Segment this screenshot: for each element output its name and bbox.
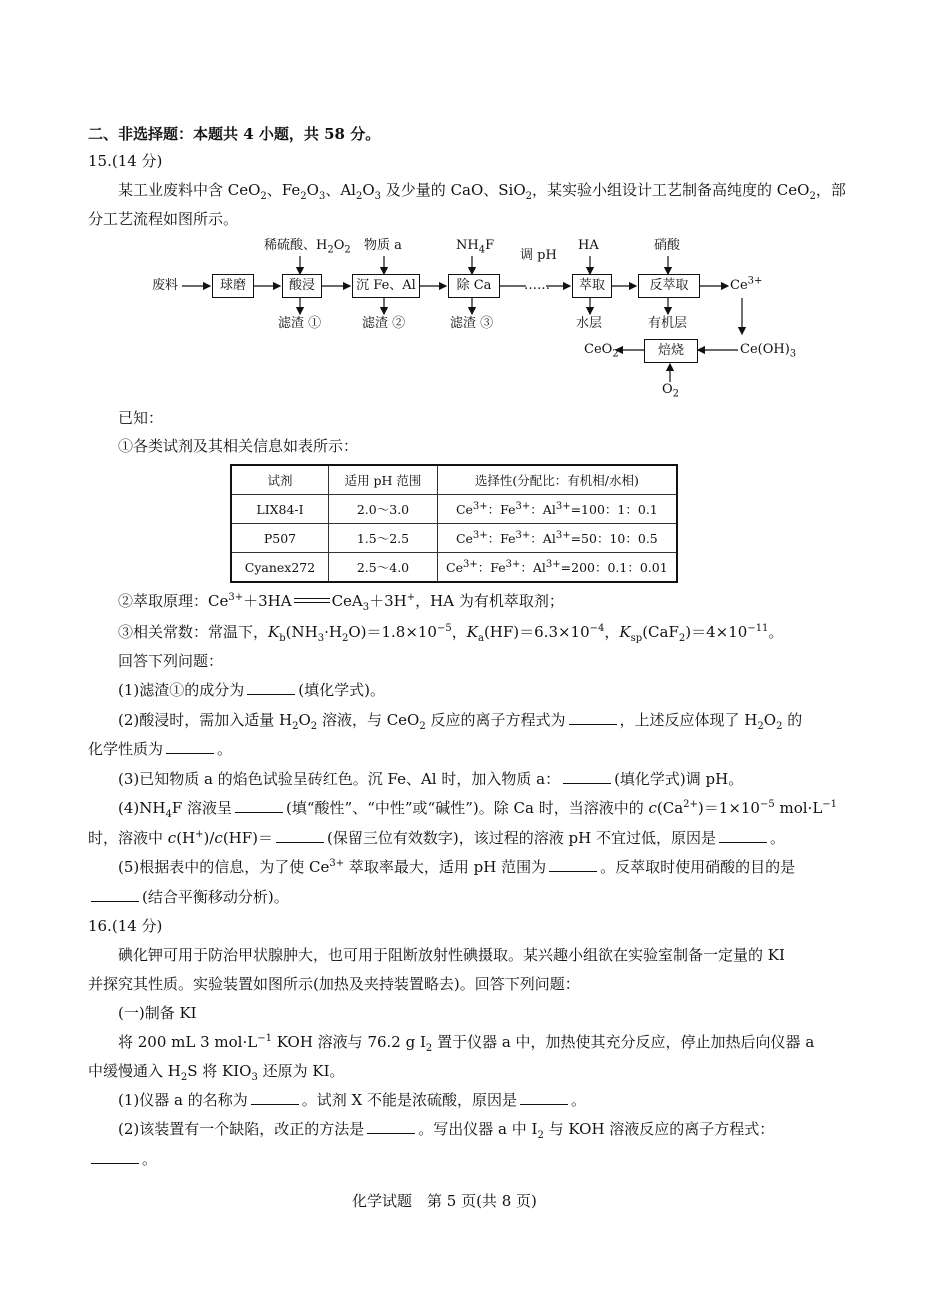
table-cell: Cyanex272 [231,553,329,583]
table-header: 适用 pH 范围 [329,465,438,495]
table-cell: 2.0～3.0 [329,495,438,524]
flow-feed-label: 废料 [152,278,179,293]
q15-part2-line2: 化学性质为 。 [88,740,233,758]
answer-blank[interactable] [569,710,617,725]
q15-intro-line1: 某工业废料中含 CeO$_2$、$Fe_2O_3$、$Al_2O_3$ 及少量的 CaO、SiO$_2$，某实验小组设计工艺制备高纯度的 CeO$_2$，部 [118,181,846,202]
table-cell: 1.5～2.5 [329,524,438,553]
q16-part2: (2)该装置有一个缺陷，改正的方法是 。写出仪器 a 中 $I_2$ 与 KOH 溶液反应的离子方程式： [118,1120,775,1141]
table-header: 选择性(分配比：有机相/水相) [438,465,677,495]
flow-water-layer: 水层 [576,316,603,331]
q15-part1: (1)滤渣①的成分为 (填化学式)。 [118,681,385,699]
equilibrium-arrow-icon [294,596,330,606]
section-title: 二、非选择题：本题共 4 小题，共 58 分。 [88,125,381,143]
answer-blank[interactable] [247,680,295,695]
answer-prompt: 回答下列问题： [118,652,224,670]
flow-adjust-ph: 调 pH [520,248,557,263]
q15-part3: (3)已知物质 a 的焰色试验呈砖红色。沉 Fe、Al 时，加入物质 a： (填化学式)调 pH。 [118,770,744,788]
flow-box-roast: 焙烧 [644,339,698,363]
flow-box-ppt-fe-al: 沉 Fe、Al [352,274,420,298]
flow-box-remove-ca: 除 Ca [448,274,500,298]
q15-part4: $(4)NH_4F$ 溶液呈 (填“酸性”、“中性”或“碱性”)。除 Ca 时，当溶液中的 $c(Ca^{2+})=1\times 10^{-5}$ $mol\cdot L^{-1}$ [118,799,838,820]
flow-box-acid-leach: 酸浸 [282,274,322,298]
flow-reagent5: 硝酸 [654,238,681,253]
answer-blank[interactable] [235,798,283,813]
q15-number: 15.(14 分) [88,152,163,170]
q15-part2: (2)酸浸时，需加入适量 $H_2O_2$ 溶液，与 CeO$_2$ 反应的离子方程式为 ，上述反应体现了 $H_2O_2$ 的 [118,711,803,732]
known-heading: 已知： [118,409,164,427]
q16-step-line2: 中缓慢通入 $H_2S$ 将 $KIO_3$ 还原为 KI。 [88,1062,345,1083]
page-footer: 化学试题 第 5 页(共 8 页) [352,1192,537,1210]
answer-blank[interactable] [166,739,214,754]
q16-step-line1: 将 200 mL 3 $mol\cdot L^{-1}$ KOH 溶液与 76.2 g $I_2$ 置于仪器 a 中，加热使其充分反应，停止加热后向仪器 a [118,1033,815,1054]
flow-organic-layer: 有机层 [648,316,688,331]
flow-reagent4: HA [578,238,599,253]
q15-part5: (5)根据表中的信息，为了使 $Ce^{3+}$ 萃取率最大，适用 pH 范围为 。反萃取时使用硝酸的目的是 [118,858,796,876]
known-2: ②萃取原理：$Ce^{3+}+3HA$ CeA$_3$＋3H+，HA 为有机萃取剂； [118,592,564,613]
known-3: ③相关常数：常温下，$K_b(NH_3\cdot H_2O)=1.8\times 10^{-5}$，$K_a(HF)=6.3\times 10^{-4}$，$K_{sp}(CaF_2)=4\times 10^{-11}$。 [118,623,784,644]
q16-intro-line2: 并探究其性质。实验装置如图所示(加热及夹持装置略去)。回答下列问题： [88,975,580,993]
flow-ceoh3-label: $Ce(OH)_3$ [740,342,797,360]
table-header-row [231,465,677,495]
q15-part5-line2: (结合平衡移动分析)。 [88,887,289,907]
flow-ce3-label: $Ce^{3+}$ [730,275,763,293]
table-row [231,553,677,583]
answer-blank[interactable] [276,828,324,843]
table-cell: $Ce^{3+}$：$Fe^{3+}$：$Al^{3+}=200$：0.1：0.01 [438,553,677,583]
flow-residue2: 滤渣 ② [362,316,406,331]
table-cell: P507 [231,524,329,553]
table-cell: LIX84-I [231,495,329,524]
flow-residue1: 滤渣 ① [278,316,322,331]
answer-blank[interactable] [91,887,139,902]
flow-reagent2: 物质 a [364,238,402,253]
flow-box-extract: 萃取 [572,274,612,298]
q16-part2-line2: 。 [88,1149,157,1169]
reagent-table [230,464,678,583]
q16-number: 16.(14 分) [88,917,163,935]
answer-blank[interactable] [563,769,611,784]
table-cell: $Ce^{3+}$：$Fe^{3+}$：$Al^{3+}=100$：1：0.1 [438,495,677,524]
q15-part4-line2: 时，溶液中 c(H+)/c(HF)＝ (保留三位有效数字)，该过程的溶液 pH 不宜过低，原因是 。 [88,829,785,847]
table-row [231,524,677,553]
process-flowchart [150,236,797,402]
table-header: 试剂 [231,465,329,495]
table-cell: 2.5～4.0 [329,553,438,583]
q15-intro-line2: 分工艺流程如图所示。 [88,210,239,228]
flow-reagent1: 稀硫酸、$H_2O_2$ [264,238,351,256]
answer-blank[interactable] [251,1090,299,1105]
answer-blank[interactable] [367,1119,415,1134]
flow-o2-label: $O_2$ [662,382,680,400]
answer-blank[interactable] [91,1149,139,1164]
flow-box-ball-mill: 球磨 [212,274,254,298]
table-row [231,495,677,524]
answer-blank[interactable] [549,857,597,872]
flow-box-back-extract: 反萃取 [638,274,700,298]
known-1: ①各类试剂及其相关信息如表所示： [118,437,359,455]
answer-blank[interactable] [520,1090,568,1105]
q16-part1: (1)仪器 a 的名称为 。试剂 X 不能是浓硫酸，原因是 。 [118,1091,586,1109]
flow-dots: …… [524,278,550,293]
table-cell: $Ce^{3+}$：$Fe^{3+}$：$Al^{3+}=50$：10：0.5 [438,524,677,553]
flow-reagent3: $NH_4F$ [456,238,495,256]
answer-blank[interactable] [719,828,767,843]
flow-ceo2-label: CeO$_2$ [584,342,619,360]
q16-intro-line1: 碘化钾可用于防治甲状腺肿大，也可用于阻断放射性碘摄取。某兴趣小组欲在实验室制备一定量的 KI [118,946,785,964]
q16-part-heading: (一)制备 KI [118,1004,197,1022]
flow-residue3: 滤渣 ③ [450,316,494,331]
